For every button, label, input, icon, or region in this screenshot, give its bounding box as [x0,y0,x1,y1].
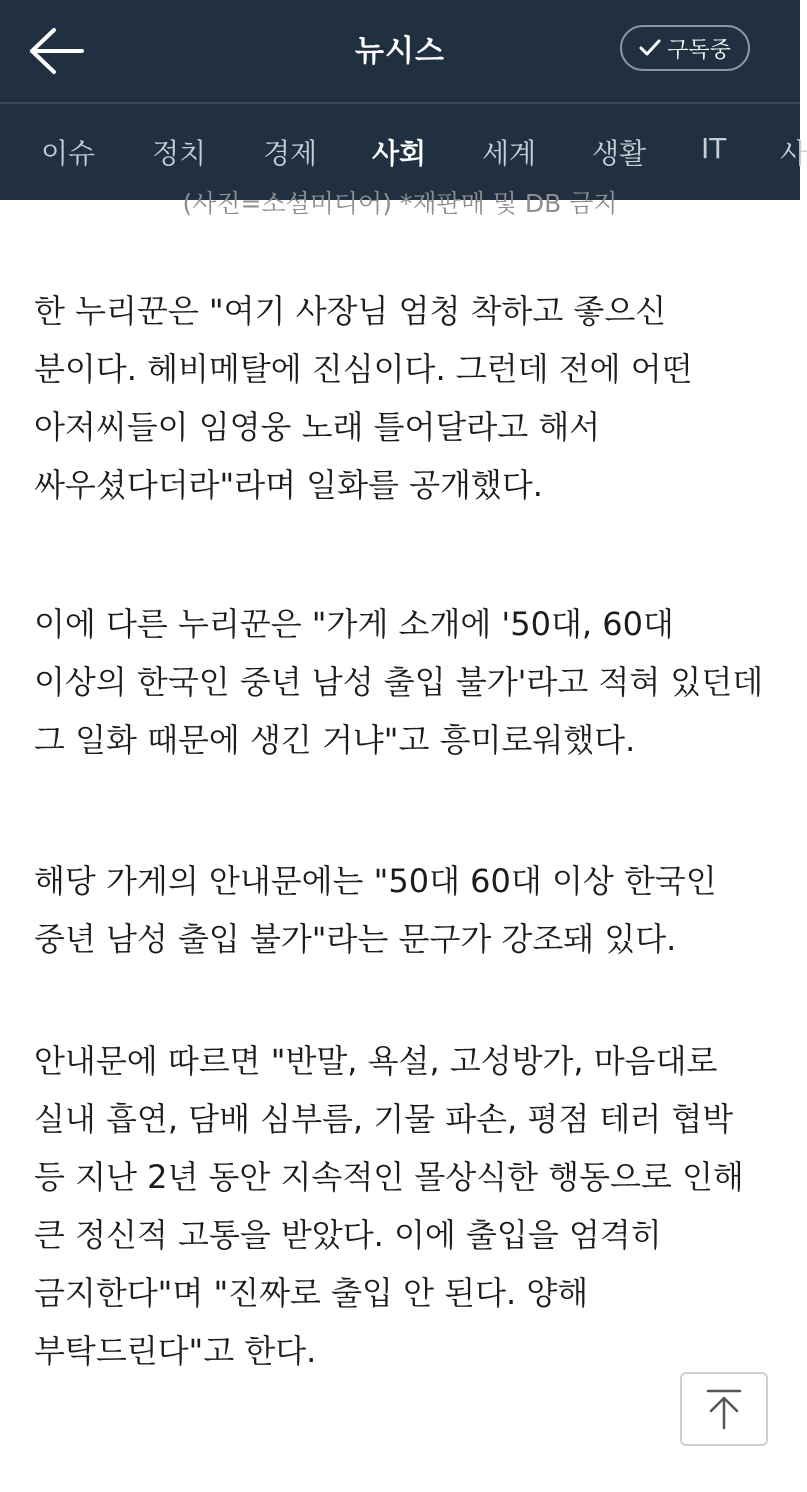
article-body [0,189,800,1492]
subscribe-button[interactable] [620,25,750,71]
article-paragraph: 한 누리꾼은 "여기 사장님 엄청 착하고 좋으신 분이다. 헤비메탈에 진심이다. 그런데 전에 어떤 아저씨들이 임영웅 노래 틀어달라고 해서 싸우셨다더라"라며 일화를 공개했다. [34,292,693,504]
tab-partial[interactable]: 사 [780,137,807,170]
subscribe-label: 구독중 [667,37,731,63]
tab-life[interactable]: 생활 [592,137,647,170]
article-paragraph: 안내문에 따르면 "반말, 욕설, 고성방가, 마음대로 실내 흡연, 담배 심부름, 기물 파손, 평점 테러 협박 등 지난 2년 동안 지속적인 몰상식한 행동으로 인해 큰 정신적 고통을 받았다. 이에 출입을 엄격히 금지한다"며 "진짜로 출입 안 된다. 양해 부탁드린다"고 한다. [34,1042,744,1370]
check-icon [639,39,661,57]
tab-society[interactable]: 사회 [372,137,427,170]
scroll-to-top-button[interactable] [680,1372,768,1446]
tab-politics[interactable]: 정치 [152,137,207,170]
tab-issue[interactable]: 이슈 [41,137,96,170]
article-paragraph: 이에 다른 누리꾼은 "가게 소개에 '50대, 60대 이상의 한국인 중년 남성 출입 불가'라고 적혀 있던데 그 일화 때문에 생긴 거냐"고 흥미로워했다. [34,605,764,759]
tab-world[interactable]: 세계 [482,137,537,170]
back-button[interactable] [28,26,86,76]
page-title: 뉴시스 [355,34,445,69]
photo-caption: (사진=소셜미디어) *재판매 및 DB 금지 [182,189,618,218]
tab-it[interactable]: IT [701,132,727,165]
article-paragraph: 해당 가게의 안내문에는 "50대 60대 이상 한국인 중년 남성 출입 불가"라는 문구가 강조돼 있다. [34,862,717,958]
tab-economy[interactable]: 경제 [263,137,318,170]
app-header [0,0,800,103]
arrow-up-to-top-icon [706,1388,742,1430]
arrow-left-icon [28,26,86,76]
